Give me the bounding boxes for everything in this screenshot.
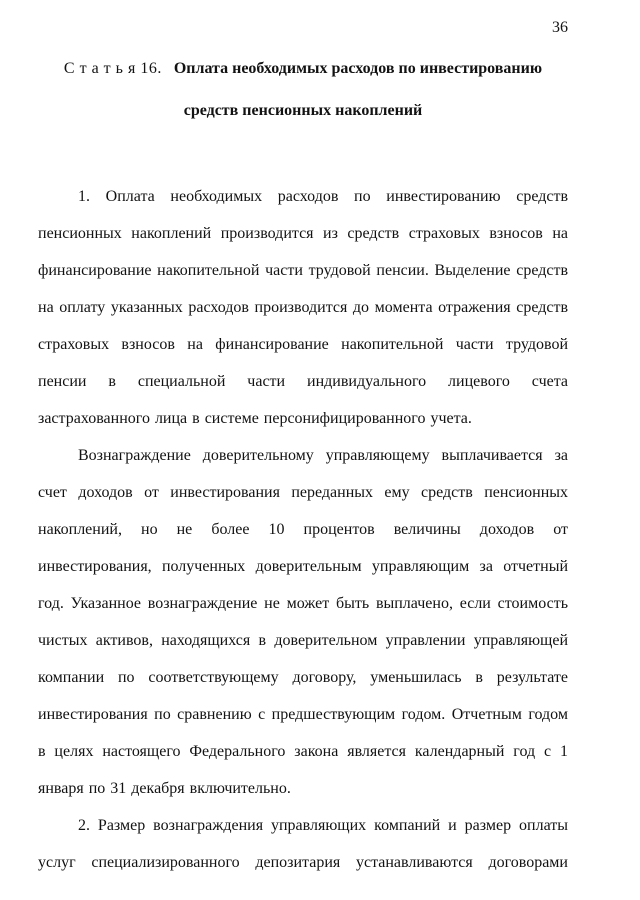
paragraph-1: 1. Оплата необходимых расходов по инвестированию средств пенсионных накоплений производится из средств страховых взносов на финансирование накопительной части трудовой пенсии. Выделение средств на оплату указанных расходов производится до момента отражения средств страховых взносов на финансирование накопительной части трудовой пенсии в специальной части индивидуального лицевого счета застрахованного лица в системе персонифицированного учета. [38,188,568,427]
article-label: С т а т ь я 16. [63,60,162,77]
article-body [38,178,568,881]
article-heading [38,48,568,132]
paragraph-3: 2. Размер вознаграждения управляющих компаний и размер оплаты услуг специализированного депозитария устанавливаются договорами [38,817,568,871]
article-title-line1: Оплата необходимых расходов по инвестированию [173,60,543,77]
page-number: 36 [552,19,568,36]
article-title-line2: средств пенсионных накоплений [183,102,423,119]
paragraph-2: Вознаграждение доверительному управляющему выплачивается за счет доходов от инвестирования переданных ему средств пенсионных накоплений, но не более 10 процентов величины доходов от инвестирования, полученных доверительным управляющим за отчетный год. Указанное вознаграждение не может быть выплачено, если стоимость чистых активов, находящихся в доверительном управлении управляющей компании по соответствующему договору, уменьшилась в результате инвестирования по сравнению с предшествующим годом. Отчетным годом в целях настоящего Федерального закона является календарный год с 1 января по 31 декабря включительно. [38,447,568,797]
